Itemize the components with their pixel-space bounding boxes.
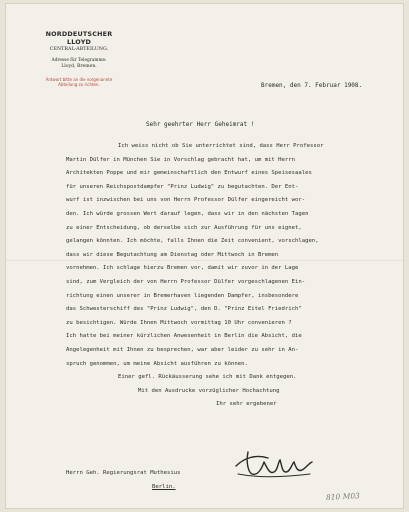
signature: [234, 444, 314, 482]
letterhead-telegram-label: Adresse für Telegramme:: [51, 58, 107, 63]
body-line: sind, zum Vergleich der von Herrn Professor Dülfer vorgeschlagenen Ein-: [66, 278, 306, 285]
archive-number: 810 M03: [325, 491, 361, 502]
body-line: richtung einen unserer in Bremerhaven liegenden Dampfer, insbesondere: [66, 292, 299, 299]
body-line: Angelegenheit mit Ihnen zu besprechen, war aber leider zu sehr in An-: [66, 346, 299, 353]
body-line: für unseren Reichspostdampfer "Prinz Ludwig" zu begutachten. Der Ent-: [66, 183, 299, 190]
letterhead-telegram-address: Lloyd, Bremen.: [61, 64, 97, 69]
body-line: den. Ich würde grossen Wert darauf legen, dass wir in den nächsten Tagen: [66, 210, 309, 217]
body-line: zu einer Entscheidung, ob derselbe sich zur Ausführung für uns eignet,: [66, 224, 302, 231]
body-line: Ich weiss nicht ob Sie unterrichtet sind, dass Herr Professor: [118, 143, 324, 149]
body-line: vornehmen. Ich schlage hierzu Bremen vor, damit wir zuvor in der Lage: [66, 265, 299, 272]
recipient-city: Berlin.: [152, 484, 176, 490]
closing-line: Mit den Ausdrucke vorzüglicher Hochachtung: [138, 387, 280, 394]
letterhead-reply-note-line2: Abteilung zu richten.: [58, 82, 100, 87]
body-line: Einer gefl. Rückäusserung sehe ich mit Dank entgegen.: [118, 374, 297, 381]
letterhead-reply-note: [34, 77, 124, 87]
closing-line: Ihr sehr ergebener: [216, 401, 277, 408]
recipient-name: Herrn Geh. Regierungsrat Muthesius: [66, 470, 181, 476]
body-line: wurf ist inzwischen bei uns von Herrn Professor Dülfer eingereicht wor-: [66, 197, 306, 204]
letter-body: [66, 140, 323, 412]
salutation: Sehr geehrter Herr Geheimrat !: [146, 121, 255, 128]
letterhead-company: NORDDEUTSCHER LLOYD: [45, 30, 113, 46]
body-line: Martin Dülfer in München Sie in Vorschlag gebracht hat, um mit Herrn: [66, 156, 296, 163]
letter-date: Bremen, den 7. Februar 1908.: [261, 82, 363, 89]
body-line: zu besichtigen. Würde Ihnen Mittwoch vormittag 10 Uhr convenieren ?: [66, 319, 292, 326]
body-line: Ich hatte bei meiner kürzlichen Anwesenheit in Berlin die Absicht, die: [66, 333, 302, 340]
body-line: gelangen könnten. Ich möchte, falls Ihnen die Zeit convenient, vorschlagen,: [66, 238, 319, 245]
body-line: das Schwesterschiff des "Prinz Ludwig", den D. "Prinz Eitel Friedrich": [66, 306, 302, 313]
letterhead-department: CENTRAL-ABTEILUNG.: [49, 47, 109, 52]
letterhead: [34, 30, 124, 87]
body-line: Architekten Poppe und mir gemeinschaftlich den Entwurf eines Speisesaales: [66, 170, 312, 177]
body-line: dass wir diese Begutachtung am Dienstag oder Mittwoch in Bremen: [66, 251, 279, 258]
letterhead-reply-note-line1: Antwort bitte an die vorgenannte: [45, 77, 113, 82]
letter-sheet: [6, 4, 403, 508]
body-line: spruch genommen, um meine Absicht ausführen zu können.: [66, 360, 248, 367]
